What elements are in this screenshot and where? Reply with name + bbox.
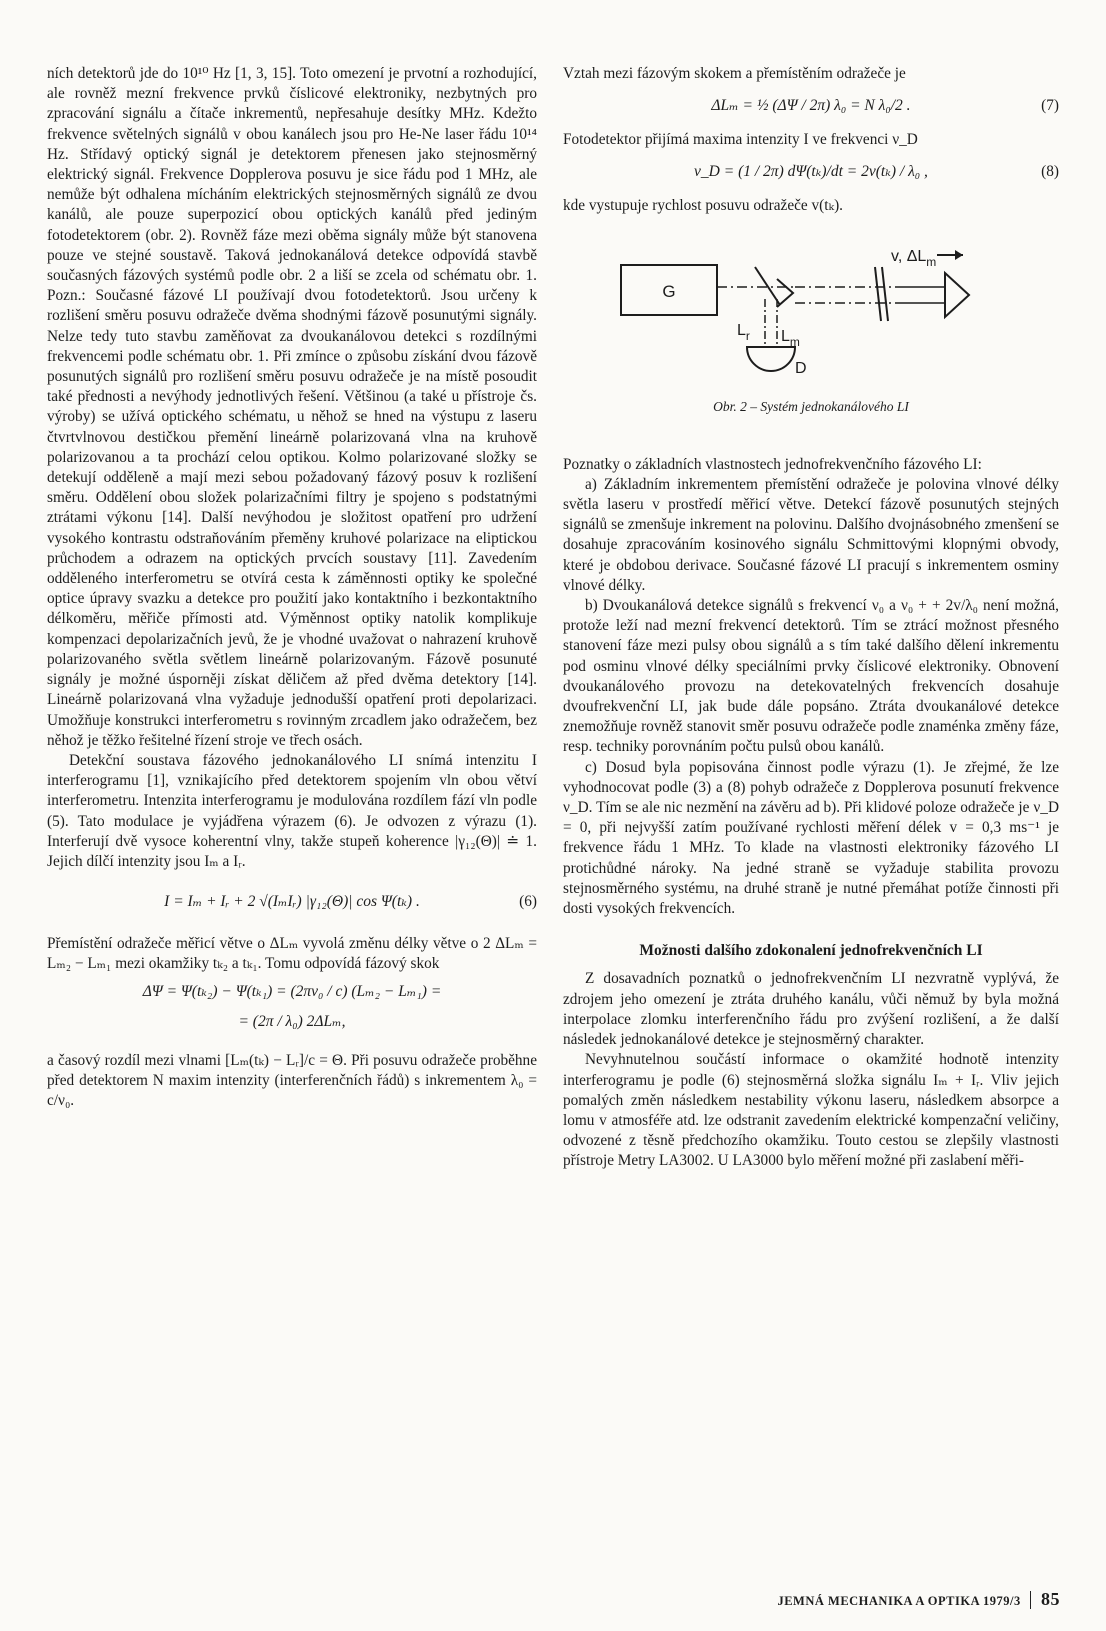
lr-subscript: r (745, 328, 750, 343)
equation-phase-jump (47, 977, 537, 1047)
measurement-reflector (945, 273, 969, 317)
equation-body: ν_D = (1 / 2π) dΨ(tₖ)/dt = 2v(tₖ) / λ₀ , (694, 163, 928, 181)
footer-divider (1030, 1591, 1031, 1609)
velocity-text: v, ΔL (891, 247, 927, 265)
paragraph: Fotodetektor přijímá maxima intenzity I ve frekvenci ν_D (563, 131, 918, 149)
paragraph: b) Dvoukanálová detekce signálů s frekvencí ν₀ a ν₀ + + 2v/λ₀ není možná, protože leží nad mezní frekvencí detektorů. Tím se ztrácí možnost přesného stanovení fáze mezi pulsy obou signálů a s tím také dalšího dělení inkrementu pod osminu vlnové délky speciálními prvky číslicové elektroniky. Obnovení dvoukanálového provozu na detekovatelných frekvencích dosahuje dvoufrekvenční LI, jak bude dále popsáno. Ztráta dvoukanálové detekce znemožňuje rovněž stanovit směr posuvu odražeče podle znaménka změny fáze, resp. techniky porovnáním počtu pulsů obou kanálů. (563, 597, 1059, 756)
equation-number: (7) (1041, 97, 1059, 115)
figure-2 (563, 237, 1059, 427)
paragraph: Z dosavadních poznatků o jednofrekvenčním LI nezvratně vyplývá, že zdrojem jeho omezení je ztráta druhého kanálu, vůči němuž by byla možná interpolace zlomku interferenčního řádu pro zvýšení rozlišení, a že další následek jednokanálové detekce je stejnosměrný charakter. (563, 970, 1059, 1049)
paragraph: Vztah mezi fázovým skokem a přemístěním odražeče je (563, 65, 906, 82)
paragraph: Nevyhnutelnou součástí informace o okamžité hodnotě intenzity interferogramu je podle (6) stejnosměrná složka signálu Iₘ + Iᵣ. Vliv jejich pomalých změn následkem nestability výkonu laseru, následkem absorpce a lomu v atmosféře atd. lze odstranit zavedením elektrické kompenzační veličiny, odvozené z těsně předchozího okamžiku. Touto cestou se zlepšily vlastnosti přístroje Metry LA3002. U LA3000 bylo měření možné při zaslabení měři- (563, 1051, 1059, 1170)
break-mark (882, 267, 888, 321)
page-footer (640, 1589, 1060, 1610)
paragraph: Poznatky o základních vlastnostech jednofrekvenčního fázového LI: (563, 455, 982, 473)
paragraph: a časový rozdíl mezi vlnami [Lₘ(tₖ) − Lᵣ]/c = Θ. Při posuvu odražeče proběhne před detektorem N maxim intenzity (interferenčních řádů) s inkrementem λ₀ = c/ν₀. (47, 1051, 537, 1109)
figure-caption: Obr. 2 – Systém jednokanálového LI (713, 398, 909, 414)
paragraph: c) Dosud byla popisována činnost podle výrazu (1). Je zřejmé, že lze vyhodnocovat podle (3) a (8) pohyb odražeče z Dopplerova posunutí frekvence ν_D. Tím se ale nic nezmění na závěru ad b). Při klidové poloze odražeče je ν_D = 0, při nejvyšší zatím používané rychlosti měření délek v = 0,3 ms⁻¹ je frekvence řádu 1 MHz. To klade na vlastnosti elektroniky fázového LI protichůdné nároky. Na jedné straně se vyžaduje stabilita provozu stejnosměrného systému, na druhé straně je nutné přemáhat potíže činnosti při dosti vysokých frekvencích. (563, 758, 1059, 918)
equation-6 (47, 874, 537, 930)
measurement-branch-label (781, 328, 800, 349)
velocity-subscript: m (926, 254, 937, 269)
page-number: 85 (1041, 1589, 1060, 1609)
section-heading: Možnosti dalšího zdokonalení jednofrekvenčních LI (639, 942, 983, 960)
equation-8 (563, 152, 1059, 192)
equation-number: (6) (519, 893, 537, 911)
interferometer-diagram (615, 237, 1015, 397)
equation-body: I = Iₘ + Iᵣ + 2 √(IₘIᵣ) |γ₁₂(Θ)| cos Ψ(tₖ) . (164, 893, 420, 911)
journal-name: JEMNÁ MECHANIKA A OPTIKA 1979/3 (777, 1594, 1021, 1608)
paragraph: Přemístění odražeče měřicí větve o ΔLₘ vyvolá změnu délky větve o 2 ΔLₘ = Lₘ₂ − Lₘ₁ mezi okamžiky tₖ₂ a tₖ₁. Tomu odpovídá fázový skok (47, 935, 537, 973)
reference-branch-label (737, 322, 750, 343)
lm-subscript: m (789, 334, 800, 349)
equation-line-2: = (2π / λ₀) 2ΔLₘ, (238, 1012, 346, 1030)
laser-label: G (662, 281, 676, 301)
equation-7 (563, 86, 1059, 126)
break-mark (875, 267, 881, 321)
lr-text: L (737, 321, 746, 339)
photodetector (747, 347, 795, 371)
right-column (563, 64, 1059, 1172)
paragraph: kde vystupuje rychlost posuvu odražeče v(tₖ). (563, 197, 843, 215)
equation-body: ΔLₘ = ½ (ΔΨ / 2π) λ₀ = N λ₀/2 . (711, 97, 911, 115)
left-column (47, 64, 537, 1111)
paragraph: Detekční soustava fázového jednokanálového LI snímá intenzitu I interferogramu [1], vznikajícího před detektorem spojením vln obou větví interferometru. Intenzita interferogramu je modulována rozdílem fází vln podle (5). Tato modulace je vyjádřena výrazem (6). Je odvozen z výrazu (1). Interferují dvě vysoce koherentní vlny, takže stupeň koherence |γ₁₂(Θ)| ≐ 1. Jejich dílčí intenzity jsou Iₘ a Iᵣ. (47, 751, 537, 870)
detector-label: D (795, 359, 807, 377)
paragraph: a) Základním inkrementem přemístění odražeče je polovina vlnové délky světla laseru v prostředí měřicí větve. Detekcí fázově posunutých stejných signálů se zmenšuje inkrement na polovinu. Dalšího dvojnásobného zmenšení se dosahuje zpracováním kosinového signálu Schmittovými klopnými obvody, které je obdobou derivace. Současné fázové LI pracují s inkrementem osminy vlnové délky. (563, 475, 1059, 594)
equation-line-1: ΔΨ = Ψ(tₖ₂) − Ψ(tₖ₁) = (2πν₀ / c) (Lₘ₂ − Lₘ₁) = (142, 982, 442, 1000)
velocity-label (891, 248, 936, 269)
equation-number: (8) (1041, 163, 1059, 181)
lm-text: L (781, 327, 790, 345)
motion-arrowhead (955, 250, 963, 260)
paragraph: ních detektorů jde do 10¹⁰ Hz [1, 3, 15]. Toto omezení je prvotní a rozhodující, ale rovněž mezní frekvence prvků číslicové elektroniky, nezbytných pro zpracování signálu a čítače inkrementů, nepřesahuje desítky MHz. Kdežto frekvence světelných signálů v obou kanálech jsou pro He-Ne laser řádu 10¹⁴ Hz. Střídavý optický signál je detektorem přenesen jako stejnosměrný elektrický signál. Frekvence Dopplerova posuvu je sice řádu pod 1 MHz, ale nemůže být odhalena mícháním elektrických stejnosměrných signálů ze dvou kanálů, ale pouze superpozicí obou optických kanálů před jediným fotodetektorem (obr. 2). Rovněž fáze mezi oběma signály může být stanovena pouze ve stejné soustavě. Taková jednokanálová detekce odpovídá stavbě současných fázových systémů podle obr. 2 a liší se zcela od schématu obr. 1. Pozn.: Současné fázové LI používají dvou fotodetektorů. Jsou určeny k rozlišení směru posuvu odražeče dvěma shodnými fázově posunutými signály. Nelze tedy tuto stavbu zaměňovat za dvoukanálovou detekci s rozdílnými frekvencemi podle schématu obr. 1. Při zmínce o způsobu získání dvou fázově posunutých signálů pro rozlišení směru posuvu odražeče je na místě posoudit také přednosti a nevýhody jednotlivých řešení. Většinou (a také u přístroje čs. výroby) se užívá optického schématu, u něhož se hned na výstupu z laseru čtvrtvlnovou destičkou přemění lineárně polarizovaná vlna na kruhově polarizovanou a ta prochází celou optikou. Kolmo polarizované složky se detekují odděleně a mají mezi sebou požadovaný fázový posuv k rozlišení směru. Oddělení obou složek polarizačními filtry je spojeno s podstatnými ztrátami výkonu [14]. Další nevýhodou je složitost opatření pro udržení vysokého kontrastu odstraňováním přeměny kruhové polarizace na eliptickou průchodem a odrazem na optických prvcích soustavy [11]. Zavedením odděleného interferometru se otvírá cesta k záměnnosti optiky ke společné optice úpravy svazku a detekce pro použití jako kontaktního i bezkontaktního délkoměru, měřiče přímosti atd. Výměnnost optiky natolik komplikuje kompenzaci depolarizačních jevů, že je vhodné uvažovat o nahrazení kruhově polarizovaného světla světlem lineárně polarizovaným. Fázově posunuté signály je možné úsporněji získat děličem až před dvěma detektory [14]. Lineárně polarizovaná vlna vyžaduje jednodušší opatření proti depolarizaci. Umožňuje konstrukci interferometru s rovinným zrcadlem jako odražečem, bez něhož je těžko řešitelné řízení stroje ve třech osách. (47, 65, 537, 749)
